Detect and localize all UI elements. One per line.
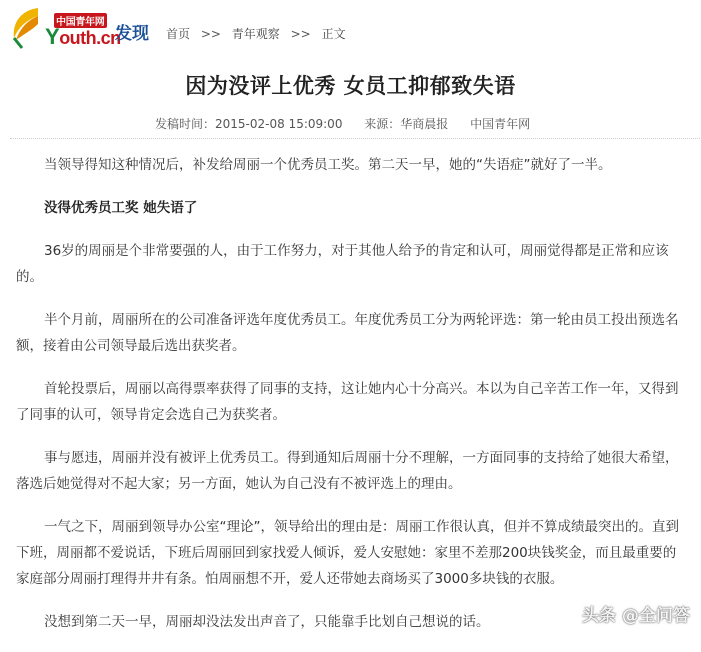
- section-name[interactable]: 发现: [115, 24, 149, 44]
- article-body: [16, 152, 688, 652]
- breadcrumb-separator: >>: [200, 27, 221, 41]
- logo-domain: outh.cn: [59, 28, 121, 48]
- logo-cn-label: 中国青年网: [54, 13, 107, 28]
- section-heading: 没得优秀员工奖 她失语了: [44, 200, 198, 216]
- breadcrumb-youth-observe[interactable]: 青年观察: [231, 27, 280, 41]
- logo-english-text[interactable]: [45, 24, 121, 50]
- watermark: [560, 601, 690, 626]
- paragraph: 没想到第二天一早，周丽却没法发出声音了，只能靠手比划自己想说的话。: [44, 614, 490, 630]
- divider: [10, 138, 700, 139]
- leaf-logo-icon: [8, 4, 42, 50]
- paragraph: 一气之下，周丽到领导办公室“理论”，领导给出的理由是：周丽工作很认真，但并不算成绩最突出的。直到下班，周丽都不爱说话，下班后周丽回到家找爱人倾诉，爱人安慰她：家里不差那200块钱奖金，而且最重要的家庭部分周丽打理得井井有条。怕周丽想不开，爱人还带她去商场买了3000多块钱的衣服。: [16, 519, 679, 587]
- watermark-text: 头条 @全问答: [582, 606, 690, 626]
- article-meta: [155, 115, 530, 132]
- article-site[interactable]: 中国青年网: [470, 117, 531, 131]
- site-header: [0, 0, 701, 58]
- breadcrumb-current: 正文: [321, 27, 346, 41]
- paragraph: 事与愿违，周丽并没有被评上优秀员工。得到通知后周丽十分不理解，一方面同事的支持给了她很大希望，落选后她觉得对不起大家；另一方面，她认为自己没有不被评选上的理由。: [16, 450, 679, 492]
- breadcrumb-home[interactable]: 首页: [166, 27, 191, 41]
- paragraph: 首轮投票后，周丽以高得票率获得了同事的支持，这让她内心十分高兴。本以为自己辛苦工作一年，又得到了同事的认可，领导肯定会选自己为获奖者。: [16, 381, 679, 423]
- paragraph: 36岁的周丽是个非常要强的人，由于工作努力，对于其他人给予的肯定和认可，周丽觉得都是正常和应该的。: [16, 243, 669, 285]
- article-source: 来源：华商晨报: [364, 117, 449, 131]
- article-title: 因为没评上优秀 女员工抑郁致失语: [185, 74, 516, 98]
- paragraph: 半个月前，周丽所在的公司准备评选年度优秀员工。年度优秀员工分为两轮评选：第一轮由员工投出预选名额，接着由公司领导最后选出获奖者。: [16, 312, 679, 354]
- paragraph: 当领导得知这种情况后，补发给周丽一个优秀员工奖。第二天一早，她的“失语症”就好了一半。: [44, 157, 612, 173]
- breadcrumb-separator: >>: [290, 27, 311, 41]
- logo-y: Y: [45, 24, 60, 49]
- breadcrumb: [166, 25, 346, 42]
- publish-time: 发稿时间：2015-02-08 15:09:00: [155, 117, 343, 131]
- chat-bubble-icon: [560, 608, 578, 624]
